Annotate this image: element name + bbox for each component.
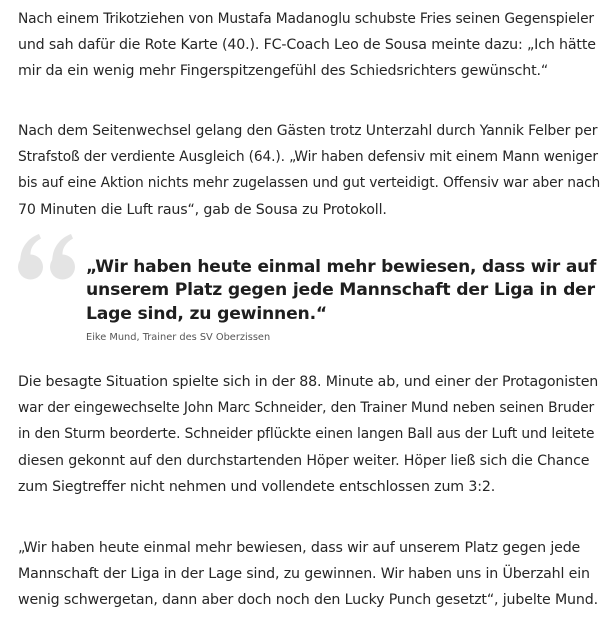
text-line: „Wir haben heute einmal mehr bewiesen, dass wir auf unserem Platz gegen jede — [18, 540, 581, 556]
quote-author: Eike Mund, Trainer des SV Oberzissen — [86, 332, 271, 343]
text-line: wenig schwergetan, dann aber doch noch den Lucky Punch gesetzt“, jubelte Mund. — [18, 592, 598, 609]
text-line: Nach einem Trikotziehen von Mustafa Madanoglu schubste Fries seinen Gegenspieler — [18, 11, 594, 27]
text-line: diesen gekonnt auf den durchstartenden Höper weiter. Höper ließ sich die Chance — [18, 452, 590, 469]
quote-icon — [18, 234, 76, 280]
text-line: zum Siegtreffer nicht nehmen und vollendete entschlossen zum 3:2. — [18, 478, 496, 495]
text-line: Strafstoß der verdiente Ausgleich (64.). „Wir haben defensiv mit einem Mann weniger — [18, 149, 598, 166]
pull-quote — [18, 234, 600, 354]
quote-text — [86, 256, 598, 326]
text-line: Die besagte Situation spielte sich in der 88. Minute ab, und einer der Protagonisten — [18, 374, 599, 390]
quote-line: unserem Platz gegen jede Mannschaft der Liga in der — [86, 280, 595, 301]
paragraph-3 — [18, 369, 600, 500]
text-line: Mannschaft der Liga in der Lage sind, zu gewinnen. Wir haben uns in Überzahl ein — [18, 566, 590, 583]
text-line: mir da ein wenig mehr Fingerspitzengefühl des Schiedsrichters gewünscht.“ — [18, 63, 549, 80]
paragraph-2 — [18, 118, 600, 223]
paragraph-1 — [18, 6, 600, 85]
text-line: war der eingewechselte John Marc Schneider, den Trainer Mund neben seinen Bruder — [18, 400, 595, 417]
paragraph-4 — [18, 535, 600, 614]
text-line: 70 Minuten die Luft raus“, gab de Sousa zu Protokoll. — [18, 201, 387, 218]
text-line: bis auf eine Aktion nichts mehr zugelassen und gut verteidigt. Offensiv war aber nach — [18, 175, 601, 192]
text-line: in den Sturm beorderte. Schneider pflückte einen langen Ball aus der Luft und leitete — [18, 426, 595, 443]
quote-line: „Wir haben heute einmal mehr bewiesen, dass wir auf — [86, 257, 597, 277]
quote-line: Lage sind, zu gewinnen.“ — [86, 303, 328, 324]
text-line: und sah dafür die Rote Karte (40.). FC-Coach Leo de Sousa meinte dazu: „Ich hätte — [18, 37, 596, 54]
text-line: Nach dem Seitenwechsel gelang den Gästen trotz Unterzahl durch Yannik Felber per — [18, 123, 598, 139]
